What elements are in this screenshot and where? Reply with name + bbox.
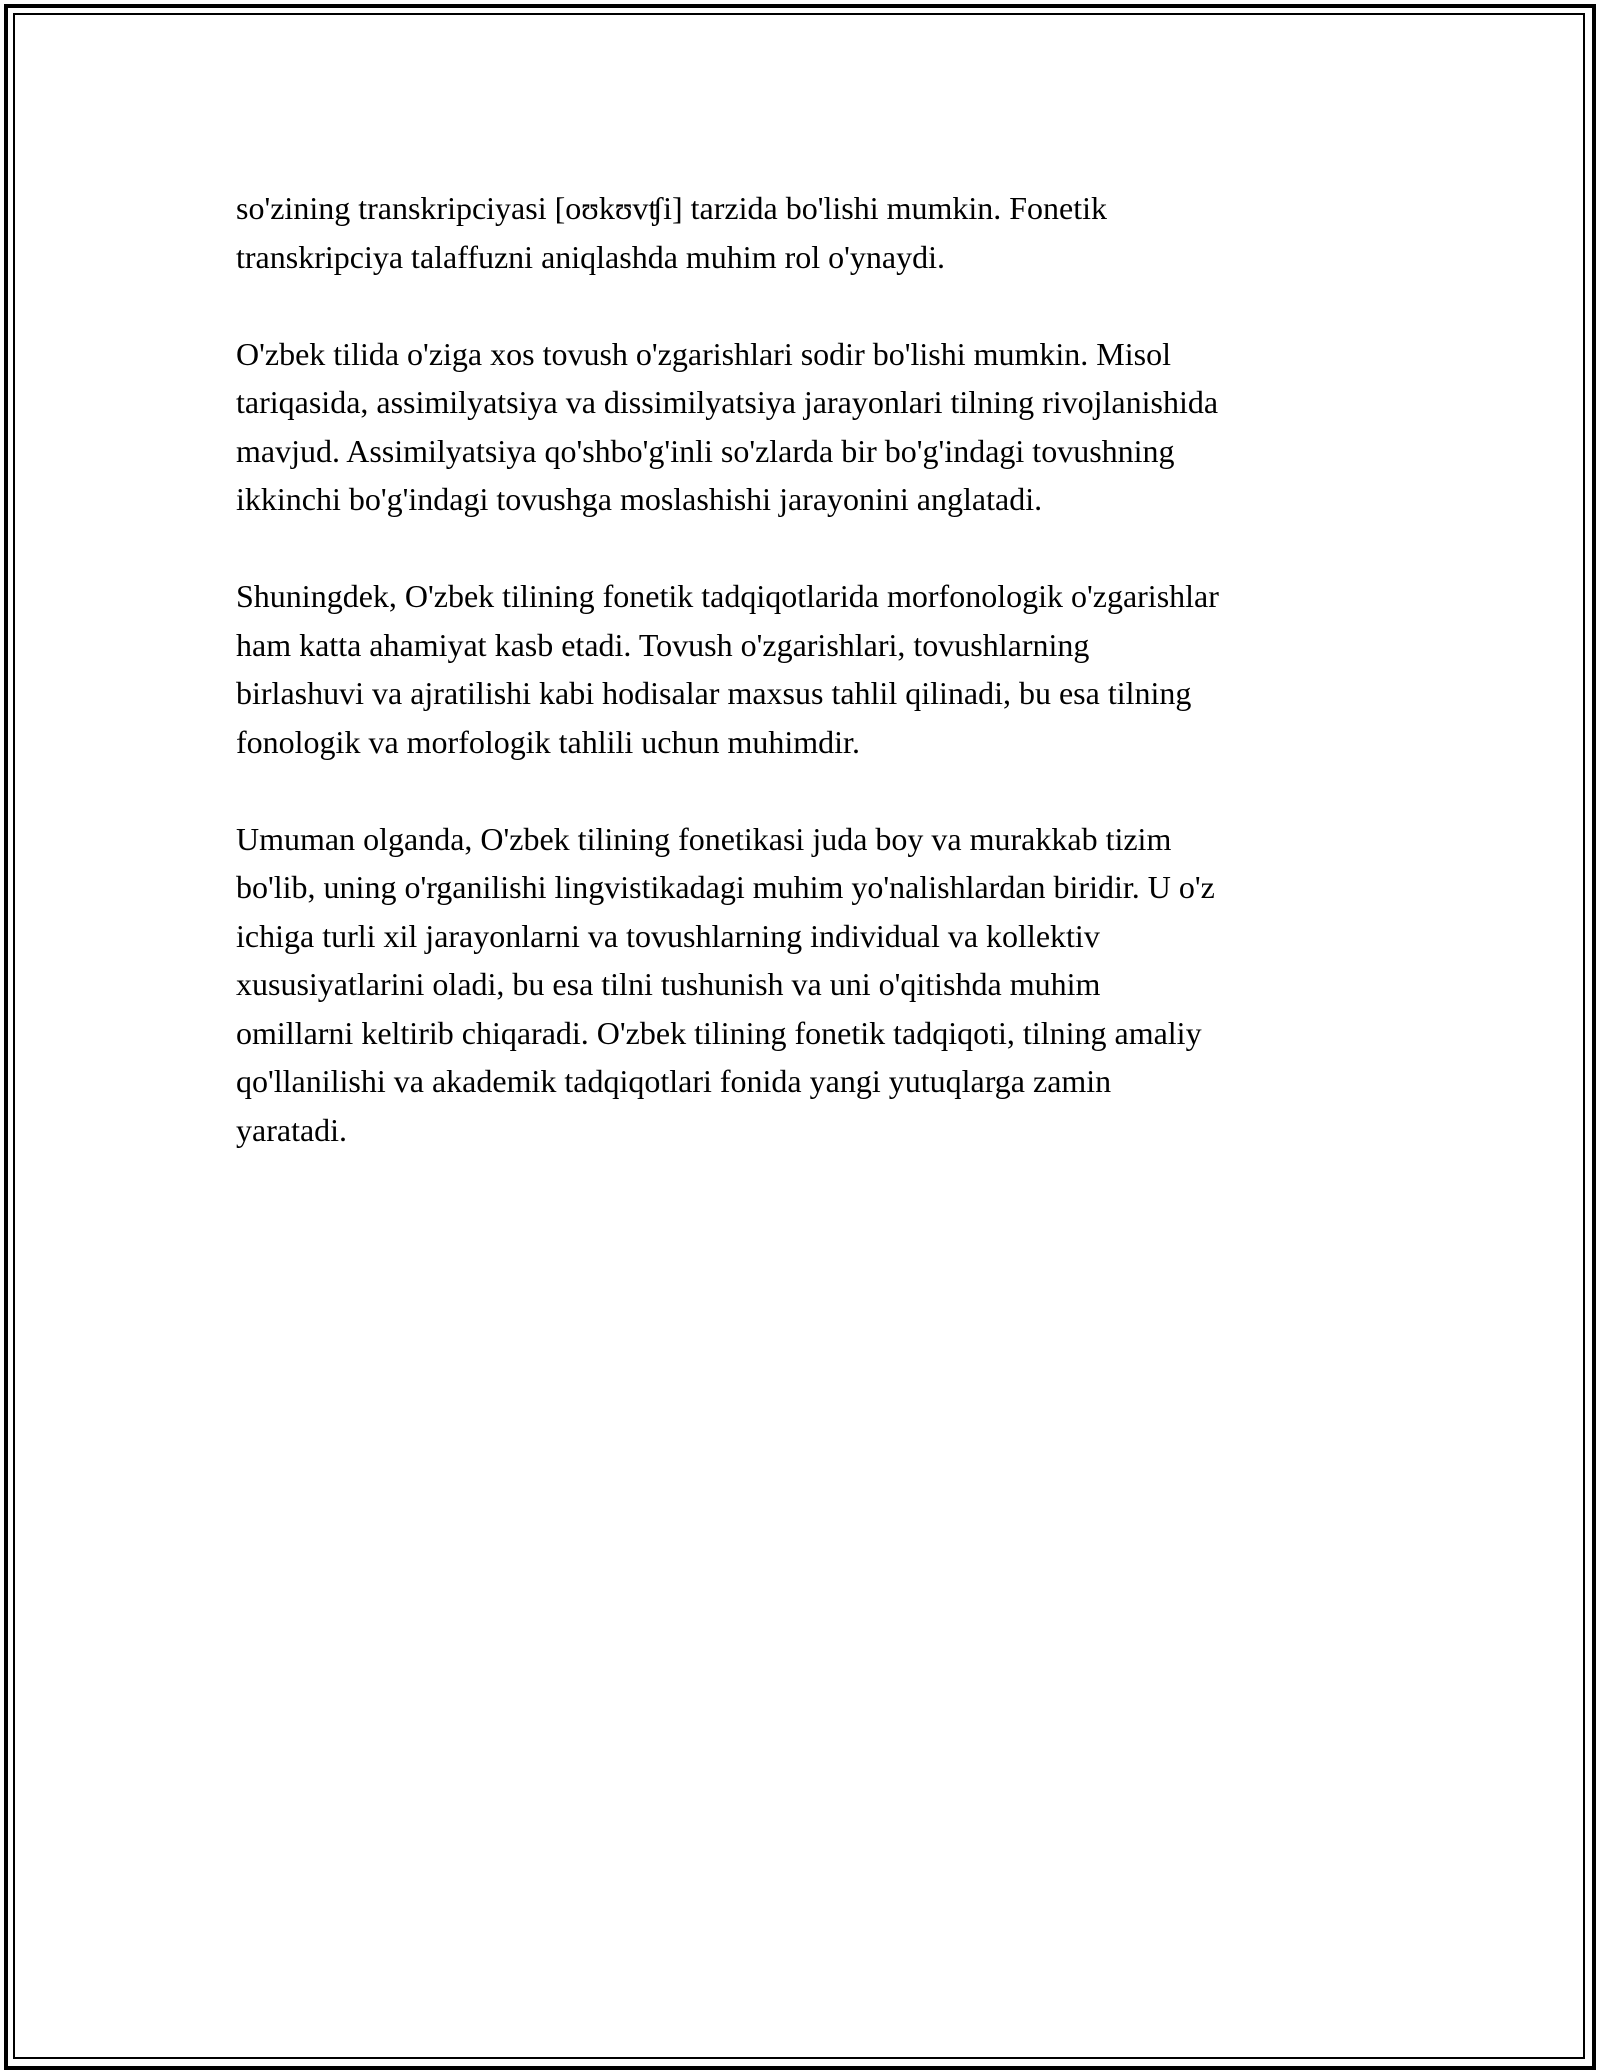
paragraph-assimilation: O'zbek tilida o'ziga xos tovush o'zgarishlari sodir bo'lishi mumkin. Misol tariqasida, assimilyatsiya va dissimilyatsiya jarayonlari tilning rivojlanishida mavjud. Assimilyatsiya qo'shbo'g'inli so'zlarda bir bo'g'indagi tovushning ikkinchi bo'g'indagi tovushga moslashishi jarayonini anglatadi. [236,335,1219,517]
paragraph-transcription: so'zining transkripciyasi [oʊkʊvʧi] tarzida bo'lishi mumkin. Fonetik transkripciya talaffuzni aniqlashda muhim rol o'ynaydi. [236,190,1108,275]
document-body [236,184,1376,1203]
paragraph-morphonology: Shuningdek, O'zbek tilining fonetik tadqiqotlarida morfonologik o'zgarishlar ham katta ahamiyat kasb etadi. Tovush o'zgarishlari, tovushlarning birlashuvi va ajratilishi kabi hodisalar maxsus tahlil qilinadi, bu esa tilning fonologik va morfologik tahlili uchun muhimdir. [236,578,1219,760]
paragraph-conclusion: Umuman olganda, O'zbek tilining fonetikasi juda boy va murakkab tizim bo'lib, uning o'rganilishi lingvistikadagi muhim yo'nalishlardan biridir. U o'z ichiga turli xil jarayonlarni va tovushlarning individual va kollektiv xususiyatlarini oladi, bu esa tilni tushunish va uni o'qitishda muhim omillarni keltirib chiqaradi. O'zbek tilining fonetik tadqiqoti, tilning amaliy qo'llanilishi va akademik tadqiqotlari fonida yangi yutuqlarga zamin yaratadi. [236,820,1215,1148]
